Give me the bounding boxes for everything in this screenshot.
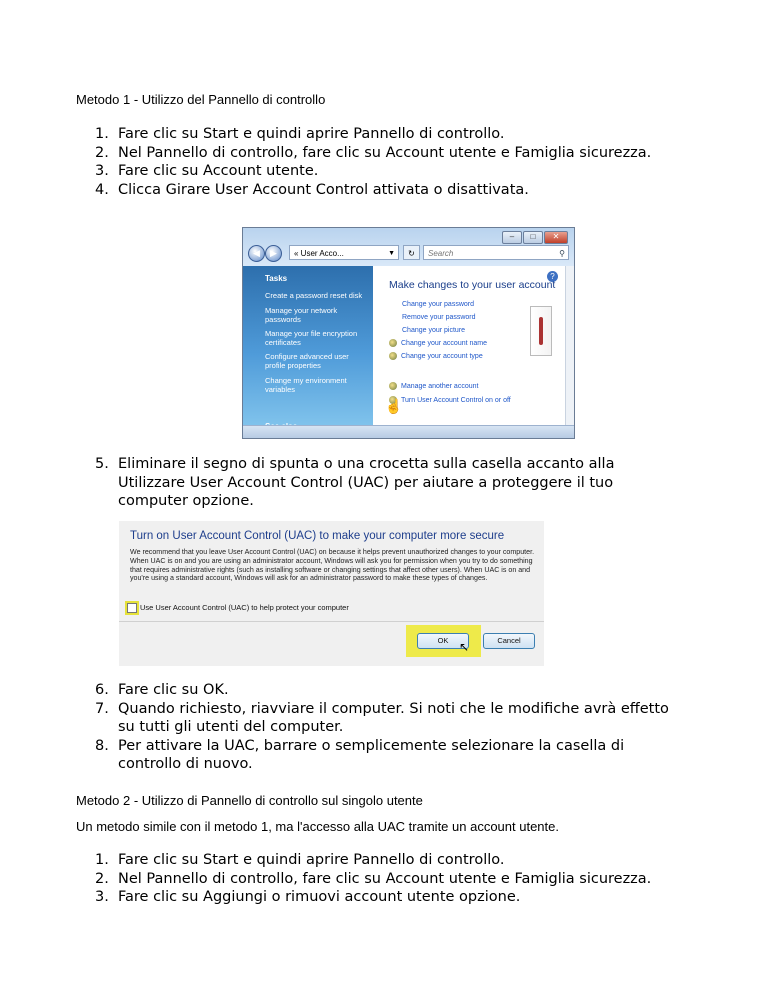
window-toolbar xyxy=(243,228,574,266)
status-bar xyxy=(243,425,574,438)
list-item: 1. Fare clic su Start e quindi aprire Pannello di controllo. xyxy=(95,126,505,142)
refresh-icon[interactable]: ↻ xyxy=(403,245,420,260)
back-arrow-icon[interactable]: ◀ xyxy=(248,245,265,262)
list-item: 2. Nel Pannello di controllo, fare clic su Account utente e Famiglia sicurezza. xyxy=(95,144,652,161)
uac-dialog-screenshot xyxy=(119,521,544,666)
method1-steps-c xyxy=(76,681,678,774)
manage-another-account-link[interactable]: Manage another account xyxy=(389,382,478,390)
tasks-title: Tasks xyxy=(265,274,288,283)
remove-password-link[interactable]: Remove your password xyxy=(402,314,476,321)
list-item: 1. Fare clic su Start e quindi aprire Pannello di controllo. xyxy=(95,852,505,868)
method1-steps-b xyxy=(76,455,678,511)
ok-button[interactable]: OK xyxy=(417,633,469,649)
change-password-link[interactable]: Change your password xyxy=(402,301,474,308)
task-link[interactable]: Change my environment variables xyxy=(265,376,347,394)
uac-checkbox-row[interactable]: Use User Account Control (UAC) to help protect your computer xyxy=(127,603,349,613)
uac-description: We recommend that you leave User Account Control (UAC) on because it helps prevent unauthorized changes to your computer. When UAC is on and you are using an administrator account, Windows will ask you for permission when you try to do something that requires administrative rights (such as installing software or changing settings that affect other users). When UAC is on and you're using a standard account, Windows will ask for an administrator password to make these types of changes. xyxy=(130,548,535,583)
tasks-pane xyxy=(243,266,373,426)
list-item: 7. Quando richiesto, riavviare il computer. Si noti che le modifiche avrà effetto su tutti gli utenti del computer. xyxy=(95,700,669,735)
close-icon[interactable]: ✕ xyxy=(544,231,568,244)
arrow-cursor-icon: ↖ xyxy=(459,640,470,654)
cancel-button[interactable]: Cancel xyxy=(483,633,535,649)
forward-arrow-icon[interactable]: ▶ xyxy=(265,245,282,262)
method1-heading: Metodo 1 - Utilizzo del Pannello di controllo xyxy=(76,92,326,107)
change-account-name-link[interactable]: Change your account name xyxy=(389,339,487,347)
search-input[interactable]: Search ⚲ xyxy=(423,245,569,260)
list-item: 8. Per attivare la UAC, barrare o semplicemente selezionare la casella di controllo di nuovo. xyxy=(95,737,625,772)
method1-steps-a xyxy=(76,125,678,199)
shield-icon xyxy=(389,382,397,390)
method2-intro: Un metodo simile con il metodo 1, ma l'accesso alla UAC tramite un account utente. xyxy=(76,819,559,834)
list-item: 6. Fare clic su OK. xyxy=(95,682,229,698)
list-item: 2. Nel Pannello di controllo, fare clic su Account utente e Famiglia sicurezza. xyxy=(95,870,652,887)
hand-cursor-icon: ☝ xyxy=(385,398,403,414)
control-panel-screenshot xyxy=(242,227,575,439)
list-item: 5. Eliminare il segno di spunta o una crocetta sulla casella accanto alla Utilizzare User Account Control (UAC) per aiutare a proteggere il tuo computer opzione. xyxy=(95,456,615,509)
chevron-down-icon[interactable]: ▼ xyxy=(388,250,395,257)
method2-heading: Metodo 2 - Utilizzo di Pannello di controllo sul singolo utente xyxy=(76,793,423,808)
address-bar[interactable]: « User Acco... ▼ xyxy=(289,245,399,260)
window-buttons xyxy=(502,231,568,244)
divider xyxy=(119,621,544,622)
uac-title: Turn on User Account Control (UAC) to make your computer more secure xyxy=(130,530,505,542)
list-item: 3. Fare clic su Aggiungi o rimuovi account utente opzione. xyxy=(95,889,521,905)
shield-icon xyxy=(389,352,397,360)
task-link[interactable]: Manage your file encryption certificates xyxy=(265,329,358,347)
minimize-icon[interactable]: – xyxy=(502,231,522,244)
turn-uac-link[interactable]: Turn User Account Control on or off xyxy=(389,396,511,404)
scrollbar[interactable] xyxy=(565,266,574,426)
change-account-type-link[interactable]: Change your account type xyxy=(389,352,483,360)
uac-checkbox[interactable] xyxy=(127,603,137,613)
change-picture-link[interactable]: Change your picture xyxy=(402,327,466,334)
task-link[interactable]: Configure advanced user profile properties xyxy=(265,352,349,370)
list-item: 3. Fare clic su Account utente. xyxy=(95,163,319,179)
maximize-icon[interactable]: □ xyxy=(523,231,543,244)
method2-steps xyxy=(76,851,678,907)
shield-icon xyxy=(389,339,397,347)
help-icon[interactable]: ? xyxy=(547,271,558,282)
task-link[interactable]: Manage your network passwords xyxy=(265,306,338,324)
user-picture xyxy=(530,306,552,356)
main-title: Make changes to your user account xyxy=(389,279,556,291)
search-icon[interactable]: ⚲ xyxy=(559,249,565,258)
task-link[interactable]: Create a password reset disk xyxy=(265,291,363,300)
list-item: 4. Clicca Girare User Account Control attivata o disattivata. xyxy=(95,181,529,198)
